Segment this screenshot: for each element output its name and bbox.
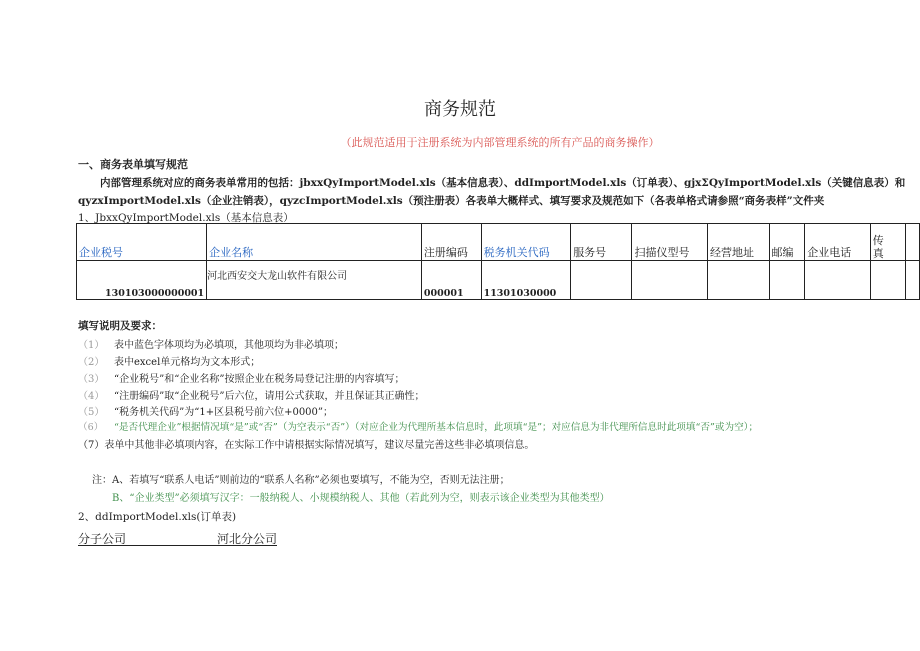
table-row: [77, 261, 920, 300]
cell-reg-code: 000001: [421, 261, 481, 300]
note-item: （4） “注册编码”取“企业税号”后六位，请用公式获取，并且保证其正确性；: [78, 391, 425, 402]
cell-fax: [870, 261, 905, 300]
document-subtitle: （此规范适用于注册系统为内部管理系统的所有产品的商务操作）: [340, 136, 660, 149]
branch-label: 分子公司: [78, 532, 127, 546]
underline: [78, 545, 277, 546]
notes-title: 填写说明及要求：: [78, 320, 162, 332]
document-title: 商务规范: [424, 99, 496, 120]
header-fax: 传真: [870, 224, 905, 261]
header-reg-code: 注册编码: [421, 224, 481, 261]
table-header-row: [77, 224, 920, 261]
cell-service-no: [571, 261, 632, 300]
intro-paragraph-line-2: qyzxImportModel.xls（企业注销表），qyzcImportModel.xls（预注册表）各表单大概样式、填写要求及规范如下（各表单格式请参照“商务表样”文件夹: [78, 195, 825, 207]
cell-postcode: [769, 261, 805, 300]
note-item-agent: （6） “是否代理企业”根据情况填“是”或“否”（为空表示“否”）（对应企业为代理所基本信息时，此项填“是”；对应信息为非代理所信息时此项填“否”或为空）；: [78, 422, 759, 433]
cell-company-phone: [805, 261, 870, 300]
header-tax-id: 企业税号: [77, 224, 207, 261]
header-scanner-model: 扫描仪型号: [632, 224, 708, 261]
note-item: （3） “企业税号”和“企业名称”按照企业在税务局登记注册的内容填写；: [78, 374, 405, 385]
header-postcode: 邮编: [769, 224, 805, 261]
header-tax-office-code: 税务机关代码: [481, 224, 571, 261]
basic-info-table: [76, 223, 920, 300]
note-item: （7）表单中其他非必填项内容，在实际工作中请根据实际情况填写，建议尽量完善这些非必填项信息。: [78, 440, 535, 451]
section-heading: 一、商务表单填写规范: [78, 158, 188, 171]
header-business-address: 经营地址: [707, 224, 769, 261]
cell-empty: [906, 261, 920, 300]
cell-scanner-model: [632, 261, 708, 300]
file-heading-order: 2、ddImportModel.xls(订单表): [78, 511, 237, 523]
note-item: （2） 表中excel单元格均为文本形式；: [78, 357, 261, 368]
intro-paragraph-line-1: 内部管理系统对应的商务表单常用的包括：jbxxQyImportModel.xls（基本信息表）、ddImportModel.xls（订单表）、gjxΣQyImportModel.xls（关键信息表）和: [100, 177, 906, 189]
remark-contact: 注：A、若填写“联系人电话”则前边的“联系人名称”必须也要填写，不能为空，否则无法注册；: [92, 475, 510, 486]
note-item: （1） 表中蓝色字体项均为必填项，其他项均为非必填项；: [78, 340, 344, 351]
cell-company-name: 河北西安交大龙山软件有限公司: [207, 261, 422, 300]
cell-tax-id: 130103000000001: [77, 261, 207, 300]
cell-tax-office-code: 11301030000: [481, 261, 571, 300]
header-company-phone: 企业电话: [805, 224, 870, 261]
remark-company-type: B、“企业类型”必须填写汉字：一般纳税人、小规模纳税人、其他（若此列为空，则表示该企业类型为其他类型）: [112, 493, 610, 504]
header-service-no: 服务号: [571, 224, 632, 261]
file-heading-basic-info: 1、JbxxQyImportModel.xls（基本信息表）: [78, 212, 294, 224]
branch-value: 河北分公司: [217, 532, 278, 546]
header-empty-cell: [906, 224, 920, 261]
note-item: （5） “税务机关代码”为“1+区县税号前六位+0000”；: [78, 407, 334, 418]
cell-business-address: [707, 261, 769, 300]
header-company-name: 企业名称: [207, 224, 422, 261]
